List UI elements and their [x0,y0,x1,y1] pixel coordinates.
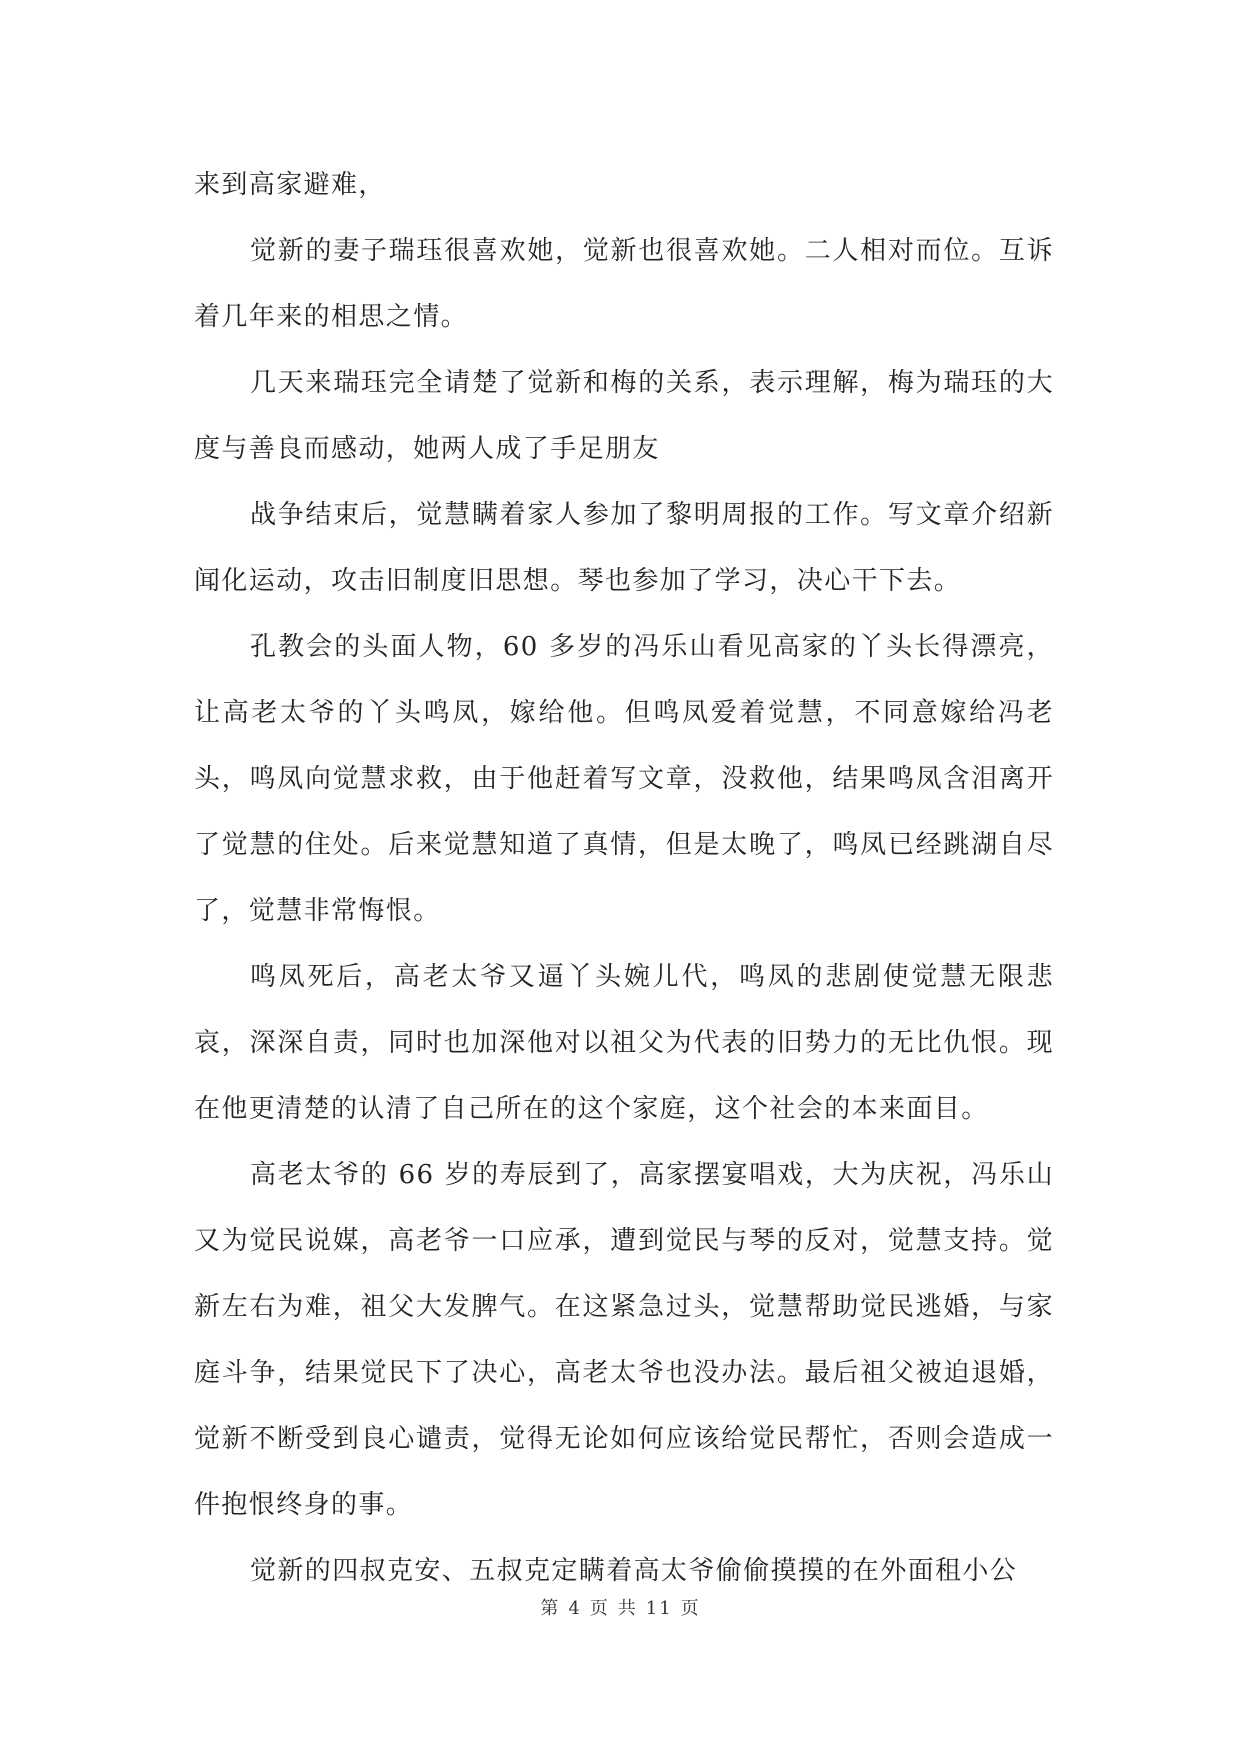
paragraph: 觉新的妻子瑞珏很喜欢她，觉新也很喜欢她。二人相对而位。互诉着几年来的相思之情。 [194,236,1054,332]
paragraph-continuation: 来到高家避难， [194,170,386,200]
footer-page-unit: 页 [589,1598,610,1619]
paragraph: 高老太爷的 66 岁的寿辰到了，高家摆宴唱戏，大为庆祝，冯乐山又为觉民说媒，高老爷一口应承，遭到觉民与琴的反对，觉慧支持。觉新左右为难，祖父大发脾气。在这紧急过头，觉慧帮助觉民逃婚，与家庭斗争，结果觉民下了决心，高老太爷也没办法。最后祖父被迫退婚，觉新不断受到良心谴责，觉得无论如何应该给觉民帮忙，否则会造成一件抱恨终身的事。 [194,1160,1054,1520]
footer-total-pages: 11 [645,1598,673,1619]
footer-prefix: 第 [540,1598,561,1619]
paragraph: 鸣凤死后，高老太爷又逼丫头婉儿代，鸣凤的悲剧使觉慧无限悲哀，深深自责，同时也加深他对以祖父为代表的旧势力的无比仇恨。现在他更清楚的认清了自己所在的这个家庭，这个社会的本来面目。 [194,962,1054,1124]
paragraph: 孔教会的头面人物，60 多岁的冯乐山看见高家的丫头长得漂亮，让高老太爷的丫头鸣凤，嫁给他。但鸣凤爱着觉慧，不同意嫁给冯老头，鸣凤向觉慧求救，由于他赶着写文章，没救他，结果鸣凤含泪离开了觉慧的住处。后来觉慧知道了真情，但是太晚了，鸣凤已经跳湖自尽了，觉慧非常悔恨。 [194,632,1054,926]
paragraph: 几天来瑞珏完全请楚了觉新和梅的关系，表示理解，梅为瑞珏的大度与善良而感动，她两人成了手足朋友 [194,368,1054,464]
page-footer [0,1594,1241,1620]
footer-total-unit: 页 [680,1598,701,1619]
paragraph: 战争结束后，觉慧瞒着家人参加了黎明周报的工作。写文章介绍新闻化运动，攻击旧制度旧思想。琴也参加了学习，决心干下去。 [194,500,1054,596]
footer-page-number: 4 [568,1598,582,1619]
footer-total-prefix: 共 [617,1598,638,1619]
body-text [194,152,1054,1604]
paragraph-partial: 觉新的四叔克安、五叔克定瞒着高太爷偷偷摸摸的在外面租小公 [250,1556,1018,1586]
